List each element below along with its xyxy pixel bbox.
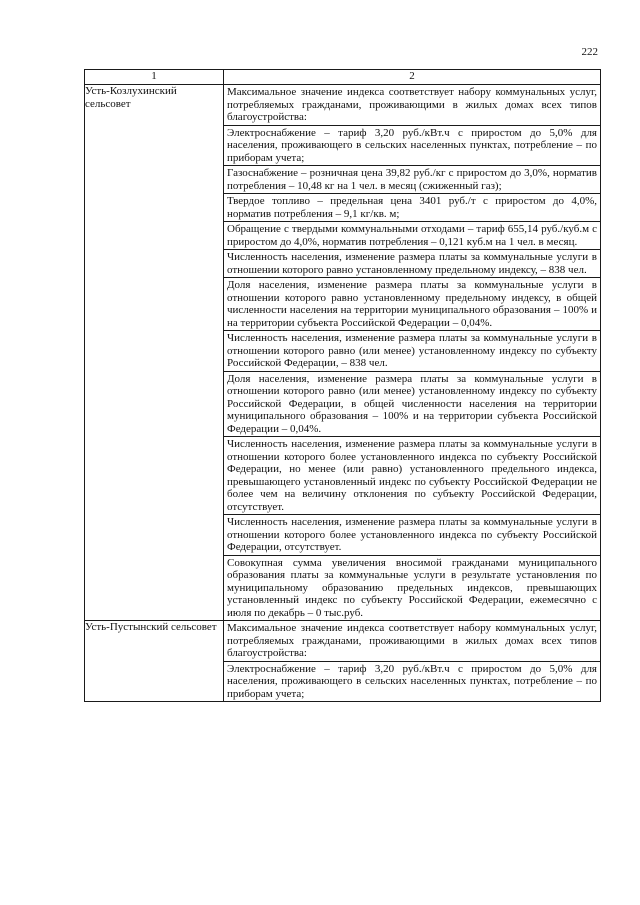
municipal-index-table [84,69,601,702]
paragraph: Совокупная сумма увеличения вносимой гражданами муниципального образования платы за коммунальные услуги в результате установления по муниципальному образованию предельных индексов, превышающих установленный индекс по субъекту Российской Федерации, ежемесячно с июля по декабрь – 0 тыс.руб. [224,555,600,621]
paragraph: Доля населения, изменение размера платы за коммунальные услуги в отношении которого равно установленному предельному индексу, в общей численности населения на территории муниципального образования – 100% и на территории субъекта Российской Федерации – 0,04%. [224,277,600,330]
paragraph: Электроснабжение – тариф 3,20 руб./кВт.ч с приростом до 5,0% для населения, проживающего в сельских населенных пунктах, потребление – по приборам учета; [224,661,600,702]
paragraph: Максимальное значение индекса соответствует набору коммунальных услуг, потребляемых гражданами, проживающими в жилых домах всех типов благоустройства: [227,86,597,123]
paragraph: Обращение с твердыми коммунальными отходами – тариф 655,14 руб./куб.м с приростом до 4,0%, норматив потребления – 0,121 куб.м на 1 чел. в месяц. [224,221,600,249]
paragraph: Электроснабжение – тариф 3,20 руб./кВт.ч с приростом до 5,0% для населения, проживающего в сельских населенных пунктах, потребление – по приборам учета; [224,125,600,166]
municipality-name: Усть-Козлухинский сельсовет [85,85,224,621]
paragraph: Численность населения, изменение размера платы за коммунальные услуги в отношении которого более установленного индекса по субъекту Российской Федерации, но менее (или равно) установленного предельного индекса, превышающего установленный индекс по субъекту Российской Федерации не более чем на величину отклонения по субъекту Российской Федерации, отсутствует. [224,436,600,514]
paragraph: Максимальное значение индекса соответствует набору коммунальных услуг, потребляемых гражданами, проживающими в жилых домах всех типов благоустройства: [227,622,597,659]
column-header-2: 2 [224,70,601,85]
table-row [85,621,601,702]
paragraph: Газоснабжение – розничная цена 39,82 руб./кг с приростом до 3,0%, норматив потребления – 10,48 кг на 1 чел. в месяц (сжиженный газ); [224,165,600,193]
paragraph: Доля населения, изменение размера платы за коммунальные услуги в отношении которого равно (или менее) установленному индексу по субъекту Российской Федерации, в общей численности населения на территории муниципального образования – 100% и на территории субъекта Российской Федерации – 0,04%. [224,371,600,437]
paragraph: Численность населения, изменение размера платы за коммунальные услуги в отношении которого более установленного индекса по субъекту Российской Федерации, отсутствует. [224,514,600,555]
paragraph: Твердое топливо – предельная цена 3401 руб./т с приростом до 4,0%, норматив потребления – 9,1 кг/кв. м; [224,193,600,221]
page-number: 222 [581,46,598,58]
table-header-row [85,70,601,85]
index-description-cell [224,85,601,621]
municipality-name: Усть-Пустынский сельсовет [85,621,224,702]
paragraph: Численность населения, изменение размера платы за коммунальные услуги в отношении которого равно установленному предельному индексу, – 838 чел. [224,249,600,277]
paragraph: Численность населения, изменение размера платы за коммунальные услуги в отношении которого равно (или менее) установленному индексу по субъекту Российской Федерации, – 838 чел. [224,330,600,371]
table-row [85,85,601,621]
column-header-1: 1 [85,70,224,85]
index-description-cell [224,621,601,702]
